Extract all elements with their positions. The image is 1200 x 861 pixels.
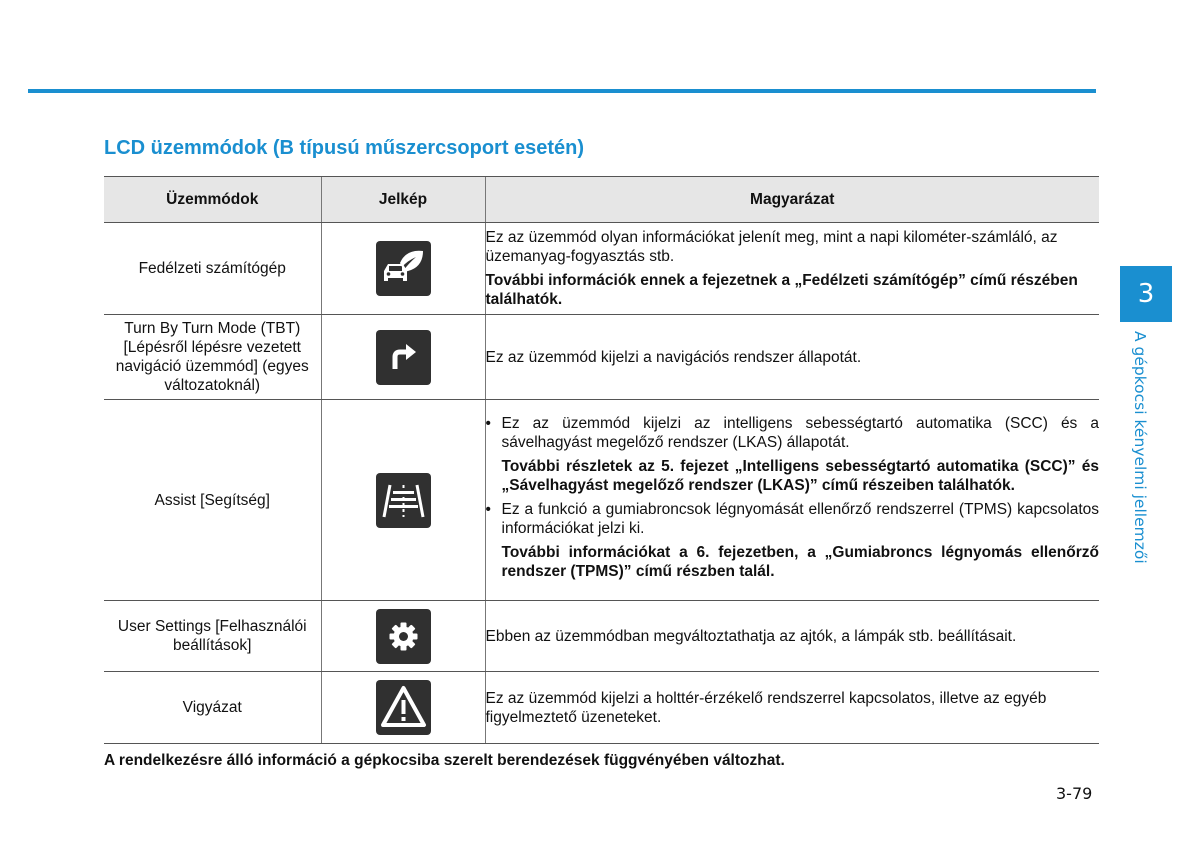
mode-name: Fedélzeti számítógép xyxy=(104,223,321,315)
table-row-trip-computer xyxy=(104,223,1099,315)
assist-bullet-tpms: • Ez a funkció a gumiabroncsok légnyomását ellenőrző rendszerrel (TPMS) kapcsolatos információkat jelzi ki. xyxy=(486,500,1100,538)
lcd-modes-table xyxy=(104,176,1099,744)
mode-name: Vigyázat xyxy=(104,672,321,744)
mode-description: Ez az üzemmód olyan információkat jelenít meg, mint a napi kilométer-számláló, az üzemanyag-fogyasztás stb. xyxy=(485,229,1058,265)
chapter-side-label: A gépkocsi kényelmi jellemzői xyxy=(1131,331,1149,564)
mode-name: Turn By Turn Mode (TBT) [Lépésről lépésre vezetett navigáció üzemmód] (egyes változatoknál) xyxy=(104,315,321,400)
table-row-user-settings xyxy=(104,601,1099,672)
table-row-turn-by-turn xyxy=(104,315,1099,400)
column-header-explanation: Magyarázat xyxy=(485,177,1099,223)
mode-reference-note: További információk ennek a fejezetnek a „Fedélzeti számítógép” című részében találhatók. xyxy=(485,272,1078,308)
gear-icon xyxy=(376,609,431,664)
chapter-tab: 3 xyxy=(1120,266,1172,322)
top-rule xyxy=(28,89,1096,93)
column-header-modes: Üzemmódok xyxy=(104,177,321,223)
table-row-assist xyxy=(104,400,1099,601)
mode-description: Ebben az üzemmódban megváltoztathatja az ajtók, a lámpák stb. beállításait. xyxy=(485,601,1099,672)
lane-assist-icon xyxy=(376,473,431,528)
section-title: LCD üzemmódok (B típusú műszercsoport esetén) xyxy=(104,137,585,159)
assist-bullet-scc-lkas: • Ez az üzemmód kijelzi az intelligens sebességtartó automatika (SCC) és a sávelhagyást megelőző rendszer (LKAS) állapotát. xyxy=(486,414,1100,452)
trip-computer-car-leaf-icon xyxy=(376,241,431,296)
table-header-row xyxy=(104,177,1099,223)
warning-triangle-icon xyxy=(376,680,431,735)
mode-description: Ez az üzemmód kijelzi a holttér-érzékelő rendszerrel kapcsolatos, illetve az egyéb figyelmeztető üzeneteket. xyxy=(485,672,1099,744)
mode-name: Assist [Segítség] xyxy=(104,400,321,601)
mode-name: User Settings [Felhasználói beállítások] xyxy=(104,601,321,672)
table-row-warning xyxy=(104,672,1099,744)
column-header-symbol: Jelkép xyxy=(321,177,485,223)
assist-note-tpms: További információkat a 6. fejezetben, a „Gumiabroncs légnyomás ellenőrző rendszer (TPMS)” című részben talál. xyxy=(501,544,1099,580)
turn-right-arrow-icon xyxy=(376,330,431,385)
mode-description: Ez az üzemmód kijelzi a navigációs rendszer állapotát. xyxy=(485,315,1099,400)
assist-note-scc-lkas: További részletek az 5. fejezet „Intelligens sebességtartó automatika (SCC)” és „Sávelhagyást megelőző rendszer (LKAS)” című részeiben találhatók. xyxy=(501,458,1099,494)
footnote: A rendelkezésre álló információ a gépkocsiba szerelt berendezések függvényében változhat. xyxy=(104,752,785,769)
page-number: 3-79 xyxy=(1056,784,1093,803)
